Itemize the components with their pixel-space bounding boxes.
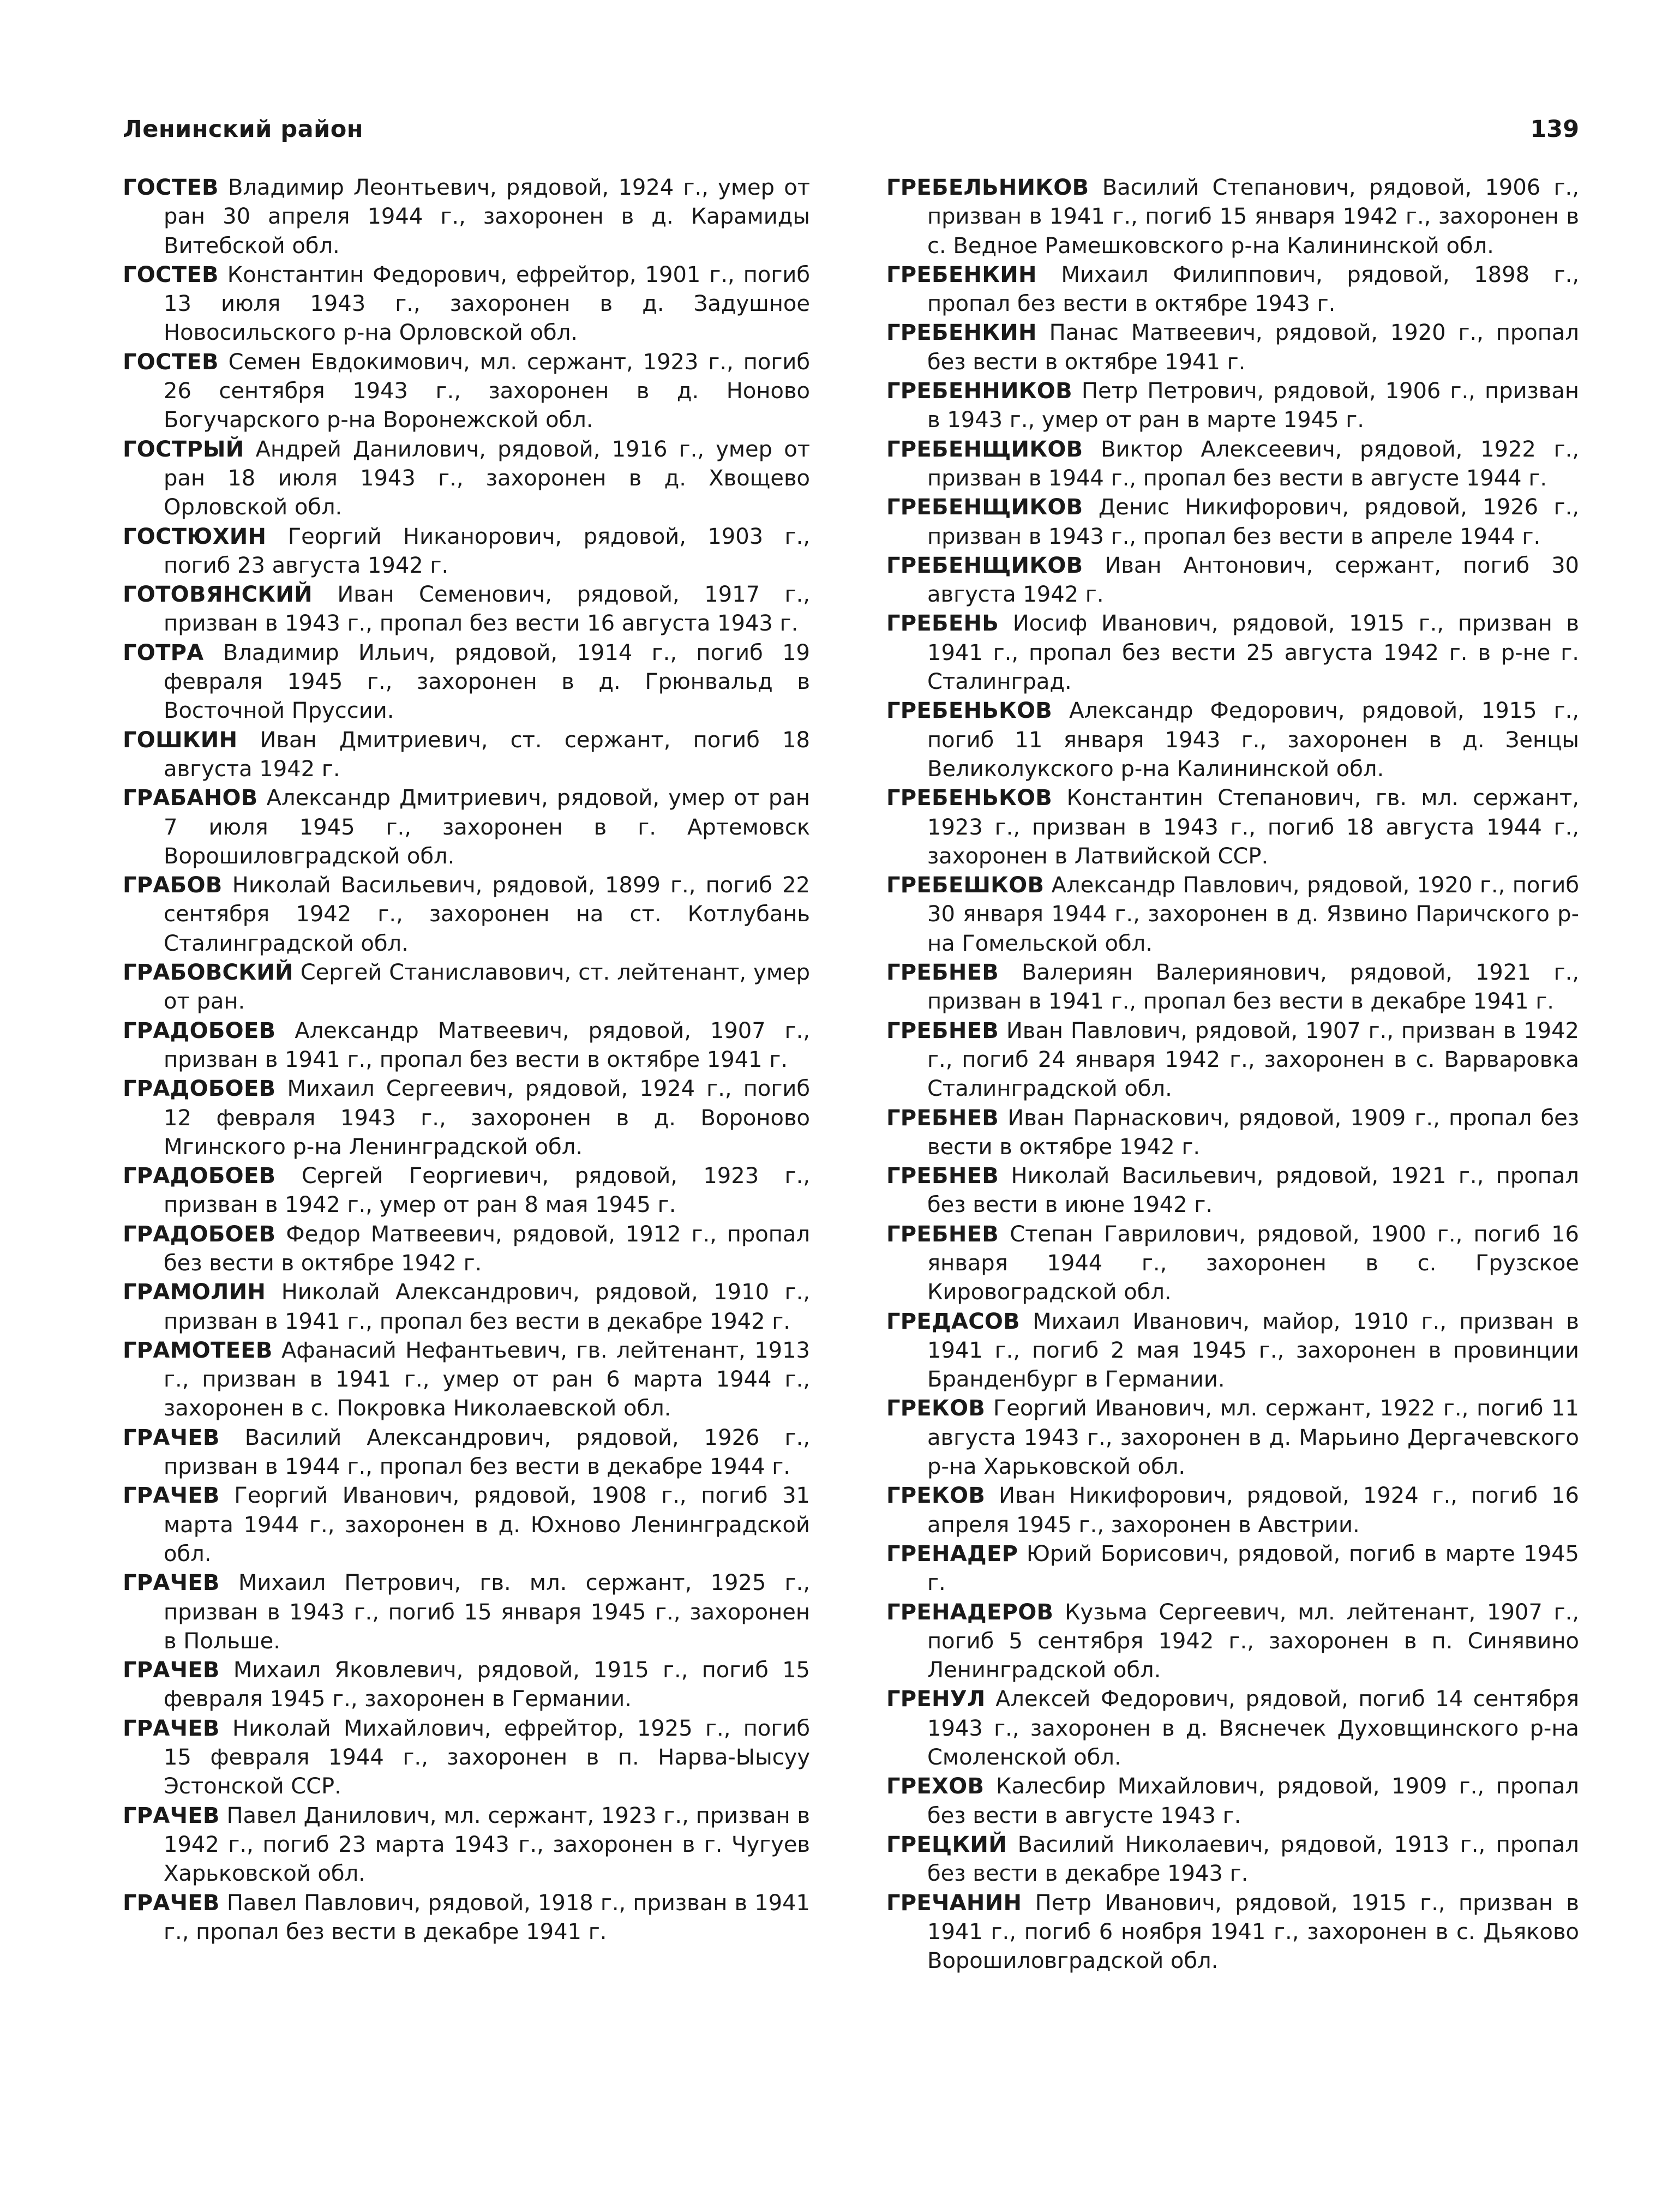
entry-surname: ГРЕБЕНКИН <box>886 320 1037 346</box>
entry-details: Павел Данилович, мл. сержант, 1923 г., призван в 1942 г., погиб 23 марта 1943 г., захоронен в г. Чугуев Харьковской обл. <box>164 1803 810 1887</box>
register-entry <box>123 523 810 581</box>
entry-surname: ГОСТЕВ <box>123 262 219 287</box>
entry-surname: ГРЕЦКИЙ <box>886 1832 1007 1857</box>
entry-surname: ГРЕБЕНЩИКОВ <box>886 553 1083 578</box>
entry-details: Василий Александрович, рядовой, 1926 г., призван в 1944 г., пропал без вести в декабре 1944 г. <box>164 1425 811 1480</box>
register-entry <box>886 871 1579 958</box>
entry-surname: ГРАМОТЕЕВ <box>123 1337 273 1363</box>
entry-surname: ГОСТЮХИН <box>123 524 267 549</box>
register-entry <box>886 1889 1579 1976</box>
register-entry <box>123 1424 810 1482</box>
entry-surname: ГРАБОВСКИЙ <box>123 960 293 986</box>
register-entry <box>123 435 810 523</box>
entry-details: Михаил Иванович, майор, 1910 г., призван в 1941 г., погиб 2 мая 1945 г., захоронен в провинции Бранденбург в Германии. <box>927 1309 1580 1393</box>
entry-details: Михаил Филиппович, рядовой, 1898 г., пропал без вести в октябре 1943 г. <box>927 262 1579 317</box>
entry-details: Константин Степанович, гв. мл. сержант, 1923 г., призван в 1943 г., погиб 18 августа 1944 г., захоронен в Латвийской ССР. <box>927 785 1579 869</box>
section-title: Ленинский район <box>123 116 364 143</box>
entry-details: Владимир Леонтьевич, рядовой, 1924 г., умер от ран 30 апреля 1944 г., захоронен в д. Карамиды Витебской обл. <box>164 175 810 259</box>
entry-details: Георгий Иванович, рядовой, 1908 г., погиб 31 марта 1944 г., захоронен в д. Юхново Ленинградской обл. <box>164 1483 811 1567</box>
register-entry <box>123 1278 810 1336</box>
right-column <box>886 173 1579 1976</box>
entry-details: Николай Васильевич, рядовой, 1921 г., пропал без вести в июне 1942 г. <box>927 1163 1580 1218</box>
entry-surname: ГРЕБЕНЬ <box>886 611 999 637</box>
register-entry <box>886 493 1579 551</box>
entry-surname: ГОШКИН <box>123 727 238 753</box>
entry-surname: ГРЕНАДЕРОВ <box>886 1599 1054 1625</box>
entry-details: Константин Федорович, ефрейтор, 1901 г., погиб 13 июля 1943 г., захоронен в д. Задушное Новосильского р-на Орловской обл. <box>164 262 811 346</box>
entry-details: Владимир Ильич, рядовой, 1914 г., погиб 19 февраля 1945 г., захоронен в д. Грюнвальд в Восточной Пруссии. <box>164 640 810 724</box>
entry-surname: ГРАБОВ <box>123 873 223 898</box>
entry-details: Степан Гаврилович, рядовой, 1900 г., погиб 16 января 1944 г., захоронен в с. Грузское Кировоградской обл. <box>927 1221 1579 1305</box>
register-entry <box>886 1831 1579 1889</box>
entry-details: Афанасий Нефантьевич, гв. лейтенант, 1913 г., призван в 1941 г., умер от ран 6 марта 1944 г., захоронен в с. Покровка Николаевской обл. <box>164 1337 810 1421</box>
register-entry <box>123 784 810 871</box>
entry-surname: ГРЕЧАНИН <box>886 1890 1022 1916</box>
register-entry <box>886 435 1579 494</box>
entry-details: Виктор Алексеевич, рядовой, 1922 г., призван в 1944 г., пропал без вести в августе 1944 г. <box>927 436 1580 491</box>
entry-details: Иосиф Иванович, рядовой, 1915 г., призван в 1941 г., пропал без вести 25 августа 1942 г. в р-не г. Сталинград. <box>927 611 1580 695</box>
register-entry <box>123 173 810 261</box>
register-entry <box>886 609 1579 697</box>
register-entry <box>123 1220 810 1279</box>
entry-surname: ГРАЧЕВ <box>123 1890 220 1916</box>
register-entry <box>886 1772 1579 1831</box>
entry-details: Кузьма Сергеевич, мл. лейтенант, 1907 г., погиб 5 сентября 1942 г., захоронен в п. Синявино Ленинградской обл. <box>927 1599 1579 1683</box>
register-entry <box>123 580 810 639</box>
entry-details: Иван Павлович, рядовой, 1907 г., призван в 1942 г., погиб 24 января 1942 г., захоронен в с. Варваровка Сталинградской обл. <box>927 1018 1579 1102</box>
register-entry <box>886 377 1579 435</box>
entry-details: Сергей Георгиевич, рядовой, 1923 г., призван в 1942 г., умер от ран 8 мая 1945 г. <box>164 1163 811 1218</box>
entry-details: Калесбир Михайлович, рядовой, 1909 г., пропал без вести в августе 1943 г. <box>927 1774 1579 1828</box>
register-entry <box>123 1802 810 1889</box>
entry-surname: ГРАЧЕВ <box>123 1715 220 1741</box>
entry-surname: ГРАЧЕВ <box>123 1570 220 1596</box>
entry-surname: ГРЕНАДЕР <box>886 1541 1018 1567</box>
register-entry <box>123 261 810 348</box>
entry-surname: ГРАМОЛИН <box>123 1280 266 1305</box>
entry-details: Семен Евдокимович, мл. сержант, 1923 г., погиб 26 сентября 1943 г., захоронен в д. Ноново Богучарского р-на Воронежской обл. <box>164 349 810 433</box>
register-entry <box>886 261 1579 319</box>
entry-surname: ГРЕБНЕВ <box>886 1163 999 1189</box>
entry-details: Сергей Станиславович, ст. лейтенант, умер от ран. <box>164 960 810 1015</box>
entry-surname: ГРАЧЕВ <box>123 1658 220 1683</box>
entry-surname: ГРАДОБОЕВ <box>123 1076 276 1102</box>
register-entry <box>123 1162 810 1220</box>
entry-details: Александр Дмитриевич, рядовой, умер от ран 7 июля 1945 г., захоронен в г. Артемовск Ворошиловградской обл. <box>164 785 810 869</box>
entry-surname: ГРАЧЕВ <box>123 1803 220 1828</box>
entry-surname: ГРЕДАСОВ <box>886 1309 1020 1334</box>
entry-details: Александр Федорович, рядовой, 1915 г., погиб 11 января 1943 г., захоронен в д. Зенцы Великолукского р-на Калининской обл. <box>927 698 1580 782</box>
entry-surname: ГРЕБЕНКИН <box>886 262 1037 287</box>
entry-details: Петр Петрович, рядовой, 1906 г., призван в 1943 г., умер от ран в марте 1945 г. <box>927 379 1579 433</box>
register-entry <box>886 1307 1579 1395</box>
register-entry <box>123 1714 810 1802</box>
entry-details: Василий Николаевич, рядовой, 1913 г., пропал без вести в декабре 1943 г. <box>927 1832 1579 1887</box>
register-entry <box>886 1162 1579 1220</box>
entry-surname: ГРЕБЕНЩИКОВ <box>886 495 1083 520</box>
register-entry <box>886 1394 1579 1481</box>
entry-details: Иван Семенович, рядовой, 1917 г., призван в 1943 г., пропал без вести 16 августа 1943 г. <box>164 582 811 637</box>
entry-details: Андрей Данилович, рядовой, 1916 г., умер от ран 18 июля 1943 г., захоронен в д. Хвощево Орловской обл. <box>164 436 810 520</box>
register-entry <box>123 871 810 958</box>
entry-surname: ГОСТЕВ <box>123 349 219 375</box>
entry-surname: ГРЕБЕННИКОВ <box>886 379 1072 404</box>
entry-details: Михаил Сергеевич, рядовой, 1924 г., погиб 12 февраля 1943 г., захоронен в д. Вороново Мгинского р-на Ленинградской обл. <box>164 1076 810 1160</box>
entry-details: Николай Михайлович, ефрейтор, 1925 г., погиб 15 февраля 1944 г., захоронен в п. Нарва-Ыысуу Эстонской ССР. <box>164 1715 811 1799</box>
entry-details: Иван Антонович, сержант, погиб 30 августа 1942 г. <box>927 553 1579 608</box>
entry-surname: ГРЕБЕНЩИКОВ <box>886 436 1083 462</box>
entry-surname: ГРАДОБОЕВ <box>123 1018 276 1043</box>
entry-details: Николай Васильевич, рядовой, 1899 г., погиб 22 сентября 1942 г., захоронен на ст. Котлубань Сталинградской обл. <box>164 873 810 956</box>
entry-details: Валериян Валериянович, рядовой, 1921 г., призван в 1941 г., пропал без вести в декабре 1941 г. <box>927 960 1580 1015</box>
register-entry <box>886 1685 1579 1772</box>
entry-details: Панас Матвеевич, рядовой, 1920 г., пропал без вести в октябре 1941 г. <box>927 320 1580 375</box>
register-entry <box>123 348 810 435</box>
register-entry <box>123 639 810 726</box>
register-entry <box>886 1017 1579 1104</box>
register-entry <box>123 1336 810 1424</box>
entry-details: Николай Александрович, рядовой, 1910 г., призван в 1941 г., пропал без вести в декабре 1942 г. <box>164 1280 811 1334</box>
register-entry <box>886 1220 1579 1307</box>
page-header <box>123 116 1579 154</box>
entry-surname: ГРЕБНЕВ <box>886 1018 999 1043</box>
register-entry <box>886 1104 1579 1162</box>
entry-surname: ГРАДОБОЕВ <box>123 1221 276 1247</box>
entry-details: Иван Дмитриевич, ст. сержант, погиб 18 августа 1942 г. <box>164 727 810 782</box>
register-entry <box>886 551 1579 610</box>
entry-surname: ГРЕБНЕВ <box>886 1221 999 1247</box>
entry-surname: ГРЕНУЛ <box>886 1687 986 1712</box>
entry-surname: ГРЕБЕШКОВ <box>886 873 1045 898</box>
entry-details: Георгий Иванович, мл. сержант, 1922 г., погиб 11 августа 1943 г., захоронен в д. Марьино Дергачевского р-на Харьковской обл. <box>927 1396 1579 1480</box>
entry-details: Павел Павлович, рядовой, 1918 г., призван в 1941 г., пропал без вести в декабре 1941 г. <box>164 1890 810 1945</box>
entry-surname: ГРЕКОВ <box>886 1483 986 1509</box>
entry-details: Александр Павлович, рядовой, 1920 г., погиб 30 января 1944 г., захоронен в д. Язвино Паричского р-на Гомельской обл. <box>927 873 1579 956</box>
register-entry <box>886 173 1579 261</box>
entry-details: Иван Парнаскович, рядовой, 1909 г., пропал без вести в октябре 1942 г. <box>927 1105 1580 1160</box>
register-entry <box>886 319 1579 377</box>
entry-surname: ГРЕБЕНЬКОВ <box>886 785 1053 811</box>
entry-surname: ГРЕХОВ <box>886 1774 985 1799</box>
entry-surname: ГРАЧЕВ <box>123 1425 220 1450</box>
entry-details: Петр Иванович, рядовой, 1915 г., призван в 1941 г., погиб 6 ноября 1941 г., захоронен в с. Дьяково Ворошиловградской обл. <box>927 1890 1579 1974</box>
entry-surname: ГРЕБНЕВ <box>886 1105 999 1131</box>
register-entry <box>123 1075 810 1162</box>
register-entry <box>886 1598 1579 1685</box>
entry-details: Михаил Петрович, гв. мл. сержант, 1925 г., призван в 1943 г., погиб 15 января 1945 г., захоронен в Польше. <box>164 1570 811 1654</box>
entry-surname: ГРЕБЕНЬКОВ <box>886 698 1053 724</box>
entry-details: Михаил Яковлевич, рядовой, 1915 г., погиб 15 февраля 1945 г., захоронен в Германии. <box>164 1658 811 1712</box>
register-entry <box>123 1481 810 1569</box>
entry-surname: ГРАЧЕВ <box>123 1483 220 1509</box>
register-entry <box>886 697 1579 784</box>
entry-details: Денис Никифорович, рядовой, 1926 г., призван в 1943 г., пропал без вести в апреле 1944 г. <box>927 495 1580 549</box>
entry-surname: ГОСТЕВ <box>123 175 219 200</box>
register-entry <box>886 1540 1579 1598</box>
register-entry <box>123 726 810 784</box>
entry-surname: ГРЕБНЕВ <box>886 960 999 986</box>
page-number: 139 <box>1530 116 1579 143</box>
entry-details: Алексей Федорович, рядовой, погиб 14 сентября 1943 г., захоронен в д. Вяснечек Духовщинского р-на Смоленской обл. <box>927 1687 1580 1771</box>
entry-details: Александр Матвеевич, рядовой, 1907 г., призван в 1941 г., пропал без вести в октябре 1941 г. <box>164 1018 810 1072</box>
register-entry <box>123 958 810 1017</box>
entry-surname: ГРАДОБОЕВ <box>123 1163 276 1189</box>
entry-surname: ГРЕКОВ <box>886 1396 986 1421</box>
entry-surname: ГРЕБЕЛЬНИКОВ <box>886 175 1089 200</box>
entry-details: Юрий Борисович, рядовой, погиб в марте 1945 г. <box>927 1541 1580 1596</box>
register-entry <box>123 1017 810 1075</box>
entry-surname: ГОТРА <box>123 640 204 665</box>
register-entry <box>123 1569 810 1656</box>
entry-details: Георгий Никанорович, рядовой, 1903 г., погиб 23 августа 1942 г. <box>164 524 810 578</box>
register-entry <box>123 1656 810 1714</box>
register-entry <box>886 958 1579 1017</box>
entry-surname: ГОСТРЫЙ <box>123 436 244 462</box>
entry-surname: ГОТОВЯНСКИЙ <box>123 582 313 608</box>
left-column <box>123 173 810 1947</box>
register-entry <box>886 784 1579 871</box>
entry-details: Иван Никифорович, рядовой, 1924 г., погиб 16 апреля 1945 г., захоронен в Австрии. <box>927 1483 1580 1538</box>
register-entry <box>886 1481 1579 1540</box>
entry-surname: ГРАБАНОВ <box>123 785 258 811</box>
register-entry <box>123 1889 810 1947</box>
entry-details: Василий Степанович, рядовой, 1906 г., призван в 1941 г., погиб 15 января 1942 г., захоронен в с. Ведное Рамешковского р-на Калининской обл. <box>927 175 1579 259</box>
entry-details: Федор Матвеевич, рядовой, 1912 г., пропал без вести в октябре 1942 г. <box>164 1221 811 1276</box>
